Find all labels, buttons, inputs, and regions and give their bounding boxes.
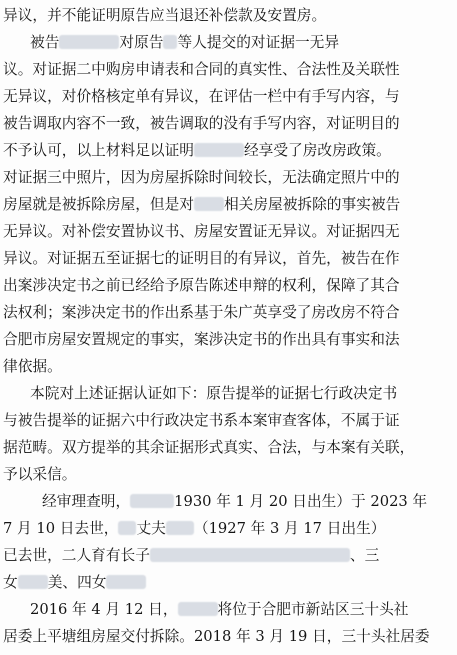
text-line <box>3 164 454 192</box>
line-text: 等人提交的对证据一无异 <box>177 34 340 51</box>
text-line <box>3 515 454 543</box>
line-text: 据范畴。双方提举的其余证据形式真实、合法，与本案有关联， <box>3 439 415 456</box>
text-line <box>3 542 454 570</box>
text-line <box>3 623 454 651</box>
line-text: 美、四女 <box>47 574 107 591</box>
line-text: 无异议，对价格核定单有异议，在评估一栏中有手写内容，与 <box>3 88 400 105</box>
redacted-name <box>18 575 48 589</box>
text-line <box>30 380 454 408</box>
text-line <box>3 407 454 435</box>
text-line <box>3 461 454 489</box>
redacted-name <box>118 521 136 535</box>
line-text: 对证据三中照片，因为房屋拆除时间较长，无法确定照片中的 <box>3 169 400 186</box>
line-text: 、三 <box>349 547 380 564</box>
text-line <box>3 191 454 219</box>
line-text: 7 月 10 日去世， <box>3 520 119 537</box>
redacted-name <box>166 521 194 535</box>
line-text: 与被告提举的证据六中行政决定书系本案审查客体，不属于证 <box>3 412 400 429</box>
line-text: 相关房屋被拆除的事实被告 <box>223 196 401 213</box>
text-line <box>3 272 454 300</box>
text-line <box>30 29 454 57</box>
line-text: 居委上平塘组房屋交付拆除。2018 年 3 月 19 日，三十头社居委 <box>3 628 430 645</box>
line-text: 对原告 <box>119 34 164 51</box>
text-line <box>3 218 454 246</box>
redacted-name <box>130 494 174 508</box>
redacted-name <box>163 35 177 49</box>
line-text: 丈夫 <box>136 520 166 537</box>
text-line <box>3 83 454 111</box>
text-line <box>3 434 454 462</box>
line-text: 不予认可，以上材料足以证明 <box>3 142 194 159</box>
redacted-name <box>150 548 350 562</box>
line-text: 经审理查明， <box>42 493 131 510</box>
line-text: 房屋就是被拆除房屋，但是对 <box>3 196 194 213</box>
line-text: 女 <box>3 574 18 591</box>
line-text: 经享受了房改房政策。 <box>243 142 391 159</box>
redacted-name <box>106 575 146 589</box>
text-line <box>3 569 454 597</box>
text-line <box>3 299 454 327</box>
line-text: 议。对证据二中购房申请表和合同的真实性、合法性及关联性 <box>3 61 400 78</box>
line-text: 予以采信。 <box>3 466 77 483</box>
text-line <box>3 110 454 138</box>
line-text: 合肥市房屋安置规定的事实，案涉决定书的作出具有事实和法 <box>3 331 400 348</box>
line-text: 被告 <box>30 34 60 51</box>
redacted-name <box>194 143 244 157</box>
text-line <box>42 488 454 516</box>
line-text: 本院对上述证据认证如下：原告提举的证据七行政决定书 <box>30 385 398 402</box>
text-line <box>3 326 454 354</box>
text-line <box>3 245 454 273</box>
line-text: 1930 年 1 月 20 日出生）于 2023 年 <box>174 493 428 510</box>
line-text: 出案涉决定书之前已经给予原告陈述申辩的权利，保障了其合 <box>3 277 400 294</box>
text-line <box>3 137 454 165</box>
redacted-name <box>178 602 218 616</box>
text-line <box>30 596 454 624</box>
line-text: 异议，并不能证明原告应当退还补偿款及安置房。 <box>3 7 327 24</box>
line-text: 异议。对证据五至证据七的证明目的有异议，首先，被告在作 <box>3 250 400 267</box>
redacted-name <box>194 197 224 211</box>
line-text: （1927 年 3 月 17 日出生） <box>193 520 386 537</box>
line-text: 2016 年 4 月 12 日， <box>30 601 178 618</box>
line-text: 已去世，二人育有长子 <box>3 547 150 564</box>
line-text: 将位于合肥市新站区三十头社 <box>217 601 409 618</box>
text-line <box>3 56 454 84</box>
line-text: 被告调取内容不一致，被告调取的没有手写内容，对证明目的 <box>3 115 400 132</box>
text-line <box>3 353 454 381</box>
text-line <box>3 2 454 30</box>
redacted-name <box>59 35 119 49</box>
line-text: 法权利；案涉决定书的作出系基于朱广英享受了房改房不符合 <box>3 304 400 321</box>
line-text: 律依据。 <box>3 358 62 375</box>
line-text: 无异议。对补偿安置协议书、房屋安置证无异议。对证据四无 <box>3 223 400 240</box>
